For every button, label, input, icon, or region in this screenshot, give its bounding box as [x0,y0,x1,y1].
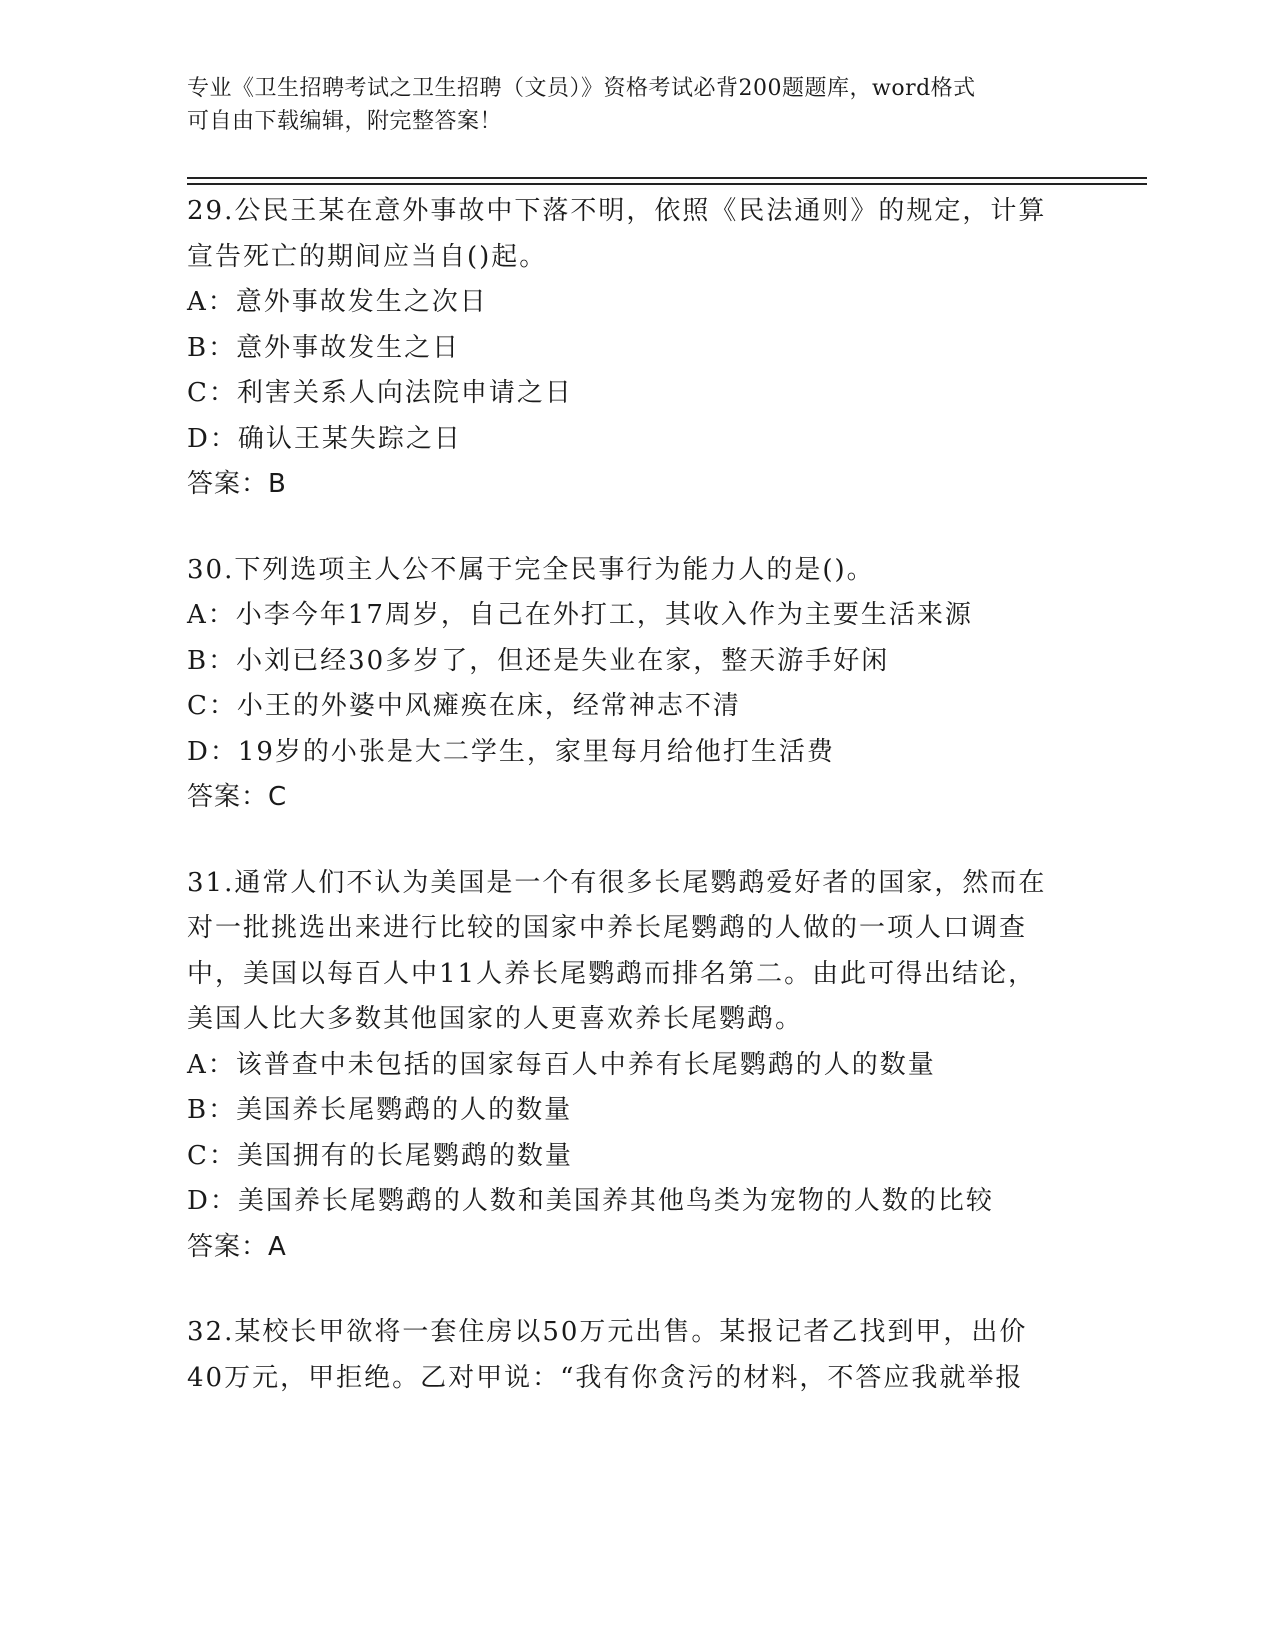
header-divider-bottom [187,183,1147,185]
option-c: C：小王的外婆中风瘫痪在床，经常神志不清 [187,691,741,721]
question-stem-line: 对一批挑选出来进行比较的国家中养长尾鹦鹉的人做的一项人口调查 [187,913,1028,943]
option-d: D：确认王某失踪之日 [187,423,462,454]
question-stem-line: 32.某校长甲欲将一套住房以50万元出售。某报记者乙找到甲，出价 [187,1317,1028,1347]
question-stem-line: 中，美国以每百人中11人养长尾鹦鹉而排名第二。由此可得出结论， [187,958,1037,989]
option-b: B：意外事故发生之日 [187,332,461,363]
option-c: C：美国拥有的长尾鹦鹉的数量 [187,1140,573,1171]
question-stem-line: 宣告死亡的期间应当自()起。 [187,241,548,272]
question-list [187,189,1067,1441]
question-stem-line: 31.通常人们不认为美国是一个有很多长尾鹦鹉爱好者的国家，然而在 [187,867,1047,898]
document-header [187,72,1067,138]
question-29 [187,189,1067,508]
option-a: A：该普查中未包括的国家每百人中养有长尾鹦鹉的人的数量 [187,1049,936,1080]
question-30 [187,548,1067,821]
option-a: A：小李今年17周岁，自己在外打工，其收入作为主要生活来源 [187,600,973,630]
header-line-1: 专业《卫生招聘考试之卫生招聘（文员）》资格考试必背200题题库，word格式 [187,76,976,101]
question-31 [187,861,1067,1271]
option-b: B：小刘已经30多岁了，但还是失业在家，整天游手好闲 [187,645,890,676]
header-divider-top [187,177,1147,179]
answer-label: 答案：A [187,1231,287,1262]
answer-label: 答案：B [187,469,287,499]
question-stem-line: 30.下列选项主人公不属于完全民事行为能力人的是()。 [187,554,875,585]
option-d: D：19岁的小张是大二学生，家里每月给他打生活费 [187,736,835,767]
option-a: A：意外事故发生之次日 [187,287,488,317]
option-b: B：美国养长尾鹦鹉的人的数量 [187,1095,573,1125]
option-d: D：美国养长尾鹦鹉的人数和美国养其他鸟类为宠物的人数的比较 [187,1186,994,1216]
question-stem-line: 美国人比大多数其他国家的人更喜欢养长尾鹦鹉。 [187,1004,804,1034]
header-line-2: 可自由下载编辑，附完整答案！ [187,109,503,134]
question-stem-line: 29.公民王某在意外事故中下落不明，依照《民法通则》的规定，计算 [187,196,1047,226]
question-stem-line: 40万元，甲拒绝。乙对甲说：“我有你贪污的材料，不答应我就举报 [187,1362,1024,1393]
option-c: C：利害关系人向法院申请之日 [187,378,573,408]
answer-label: 答案：C [187,782,288,812]
question-32 [187,1310,1067,1401]
